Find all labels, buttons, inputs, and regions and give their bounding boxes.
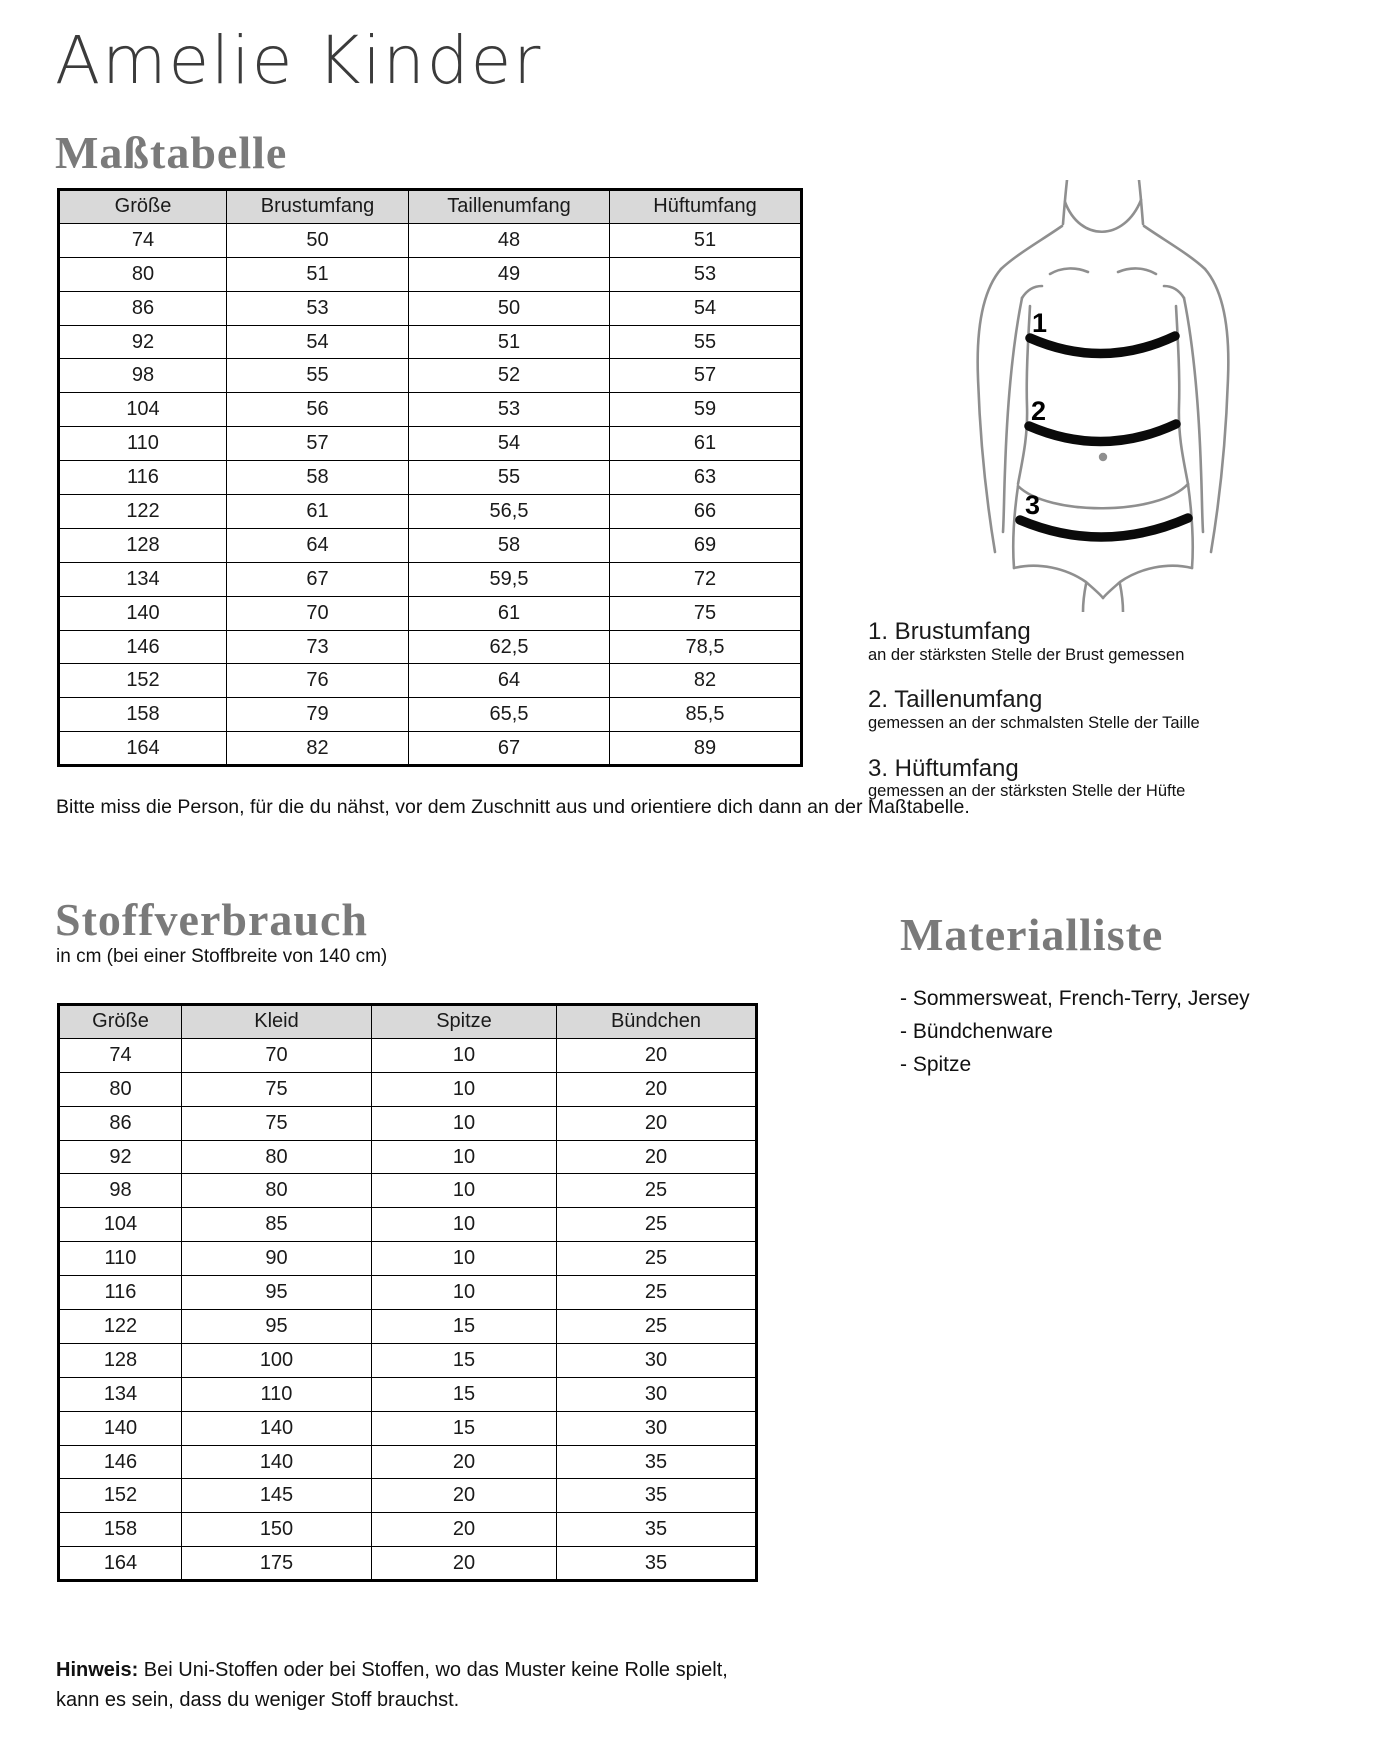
table-cell: 92: [59, 325, 227, 359]
material-item: - Bündchenware: [900, 1020, 1053, 1043]
torso-illustration: [862, 180, 1246, 612]
table-row: [59, 1106, 757, 1140]
table-row: [59, 1038, 757, 1072]
table-row: [59, 1445, 757, 1479]
table-cell: 25: [557, 1174, 757, 1208]
table-cell: 10: [372, 1072, 557, 1106]
table-row: [59, 1072, 757, 1106]
table-cell: 98: [59, 1174, 182, 1208]
table-cell: 25: [557, 1310, 757, 1344]
table-cell: 146: [59, 630, 227, 664]
hinweis-label: Hinweis:: [56, 1659, 139, 1681]
table-cell: 56: [227, 393, 409, 427]
table-cell: 20: [372, 1513, 557, 1547]
material-item: - Sommersweat, French-Terry, Jersey: [900, 987, 1250, 1010]
table-row: [59, 461, 802, 495]
table-cell: 51: [409, 325, 610, 359]
column-header: Kleid: [182, 1005, 372, 1039]
chest-band: [1030, 336, 1175, 354]
table-cell: 52: [409, 359, 610, 393]
table-cell: 110: [59, 427, 227, 461]
table-row: [59, 257, 802, 291]
table-row: [59, 325, 802, 359]
table-cell: 134: [59, 562, 227, 596]
table-cell: 58: [227, 461, 409, 495]
table-cell: 158: [59, 698, 227, 732]
table-cell: 15: [372, 1310, 557, 1344]
fabric-usage-table: [57, 1003, 758, 1582]
table-cell: 75: [610, 596, 802, 630]
table-row: [59, 1343, 757, 1377]
table-row: [59, 1513, 757, 1547]
table-cell: 51: [227, 257, 409, 291]
table-cell: 35: [557, 1547, 757, 1581]
table-cell: 75: [182, 1072, 372, 1106]
table-cell: 140: [182, 1411, 372, 1445]
table-cell: 20: [557, 1072, 757, 1106]
marker-2: 2: [1031, 396, 1047, 426]
table-cell: 64: [409, 664, 610, 698]
table-cell: 110: [182, 1377, 372, 1411]
table-cell: 80: [182, 1140, 372, 1174]
table-cell: 61: [409, 596, 610, 630]
table-cell: 55: [227, 359, 409, 393]
table-cell: 175: [182, 1547, 372, 1581]
table-row: [59, 223, 802, 257]
table-cell: 110: [59, 1242, 182, 1276]
table-cell: 59: [610, 393, 802, 427]
table-cell: 67: [227, 562, 409, 596]
table-cell: 64: [227, 528, 409, 562]
table-cell: 104: [59, 393, 227, 427]
table-cell: 95: [182, 1310, 372, 1344]
table-cell: 140: [59, 596, 227, 630]
table-cell: 10: [372, 1242, 557, 1276]
table-cell: 89: [610, 732, 802, 766]
table-cell: 15: [372, 1343, 557, 1377]
table-cell: 56,5: [409, 495, 610, 529]
table-cell: 51: [610, 223, 802, 257]
table-cell: 116: [59, 461, 227, 495]
body-measurement-diagram: [862, 180, 1246, 612]
table-cell: 30: [557, 1411, 757, 1445]
table-row: [59, 528, 802, 562]
stoffverbrauch-subtitle: in cm (bei einer Stoffbreite von 140 cm): [56, 946, 388, 967]
table-cell: 48: [409, 223, 610, 257]
column-header: Größe: [59, 1005, 182, 1039]
table-row: [59, 1174, 757, 1208]
table-cell: 20: [557, 1038, 757, 1072]
legend-desc: an der stärksten Stelle der Brust gemessen: [868, 645, 1185, 664]
table-cell: 50: [409, 291, 610, 325]
column-header: Brustumfang: [227, 190, 409, 224]
table-cell: 70: [182, 1038, 372, 1072]
table-cell: 35: [557, 1513, 757, 1547]
table-cell: 152: [59, 664, 227, 698]
stoffverbrauch-heading: Stoffverbrauch: [55, 894, 368, 945]
table-cell: 53: [227, 291, 409, 325]
table-row: [59, 596, 802, 630]
table-row: [59, 427, 802, 461]
table-cell: 164: [59, 1547, 182, 1581]
table-cell: 90: [182, 1242, 372, 1276]
table-row: [59, 1310, 757, 1344]
table-row: [59, 1276, 757, 1310]
table-cell: 54: [409, 427, 610, 461]
table-row: [59, 732, 802, 766]
marker-1: 1: [1032, 308, 1048, 338]
legend-item-taillenumfang: [868, 686, 1288, 733]
marker-3: 3: [1025, 490, 1041, 520]
legend-desc: gemessen an der stärksten Stelle der Hüfte: [868, 782, 1186, 801]
table-cell: 57: [227, 427, 409, 461]
table-cell: 80: [59, 257, 227, 291]
table-cell: 74: [59, 223, 227, 257]
table-cell: 76: [227, 664, 409, 698]
table-cell: 104: [59, 1208, 182, 1242]
table-row: [59, 562, 802, 596]
materialliste-heading: Materialliste: [900, 909, 1164, 960]
table-cell: 73: [227, 630, 409, 664]
table-row: [59, 664, 802, 698]
table-cell: 15: [372, 1411, 557, 1445]
table-cell: 35: [557, 1445, 757, 1479]
table-cell: 20: [372, 1445, 557, 1479]
table-cell: 20: [372, 1479, 557, 1513]
legend-desc: gemessen an der schmalsten Stelle der Taille: [868, 713, 1200, 732]
table-cell: 85,5: [610, 698, 802, 732]
table-cell: 92: [59, 1140, 182, 1174]
table-cell: 85: [182, 1208, 372, 1242]
table-row: [59, 1411, 757, 1445]
column-header: Taillenumfang: [409, 190, 610, 224]
table-cell: 25: [557, 1208, 757, 1242]
table-cell: 98: [59, 359, 227, 393]
table-cell: 82: [227, 732, 409, 766]
table-row: [59, 1377, 757, 1411]
column-header: Hüftumfang: [610, 190, 802, 224]
masstabelle-heading: Maßtabelle: [55, 127, 288, 178]
table-row: [59, 698, 802, 732]
table-cell: 10: [372, 1038, 557, 1072]
table-cell: 134: [59, 1377, 182, 1411]
legend-title: 1. Brustumfang: [868, 618, 1031, 645]
table-cell: 152: [59, 1479, 182, 1513]
table-row: [59, 1208, 757, 1242]
table-cell: 20: [557, 1106, 757, 1140]
table-cell: 25: [557, 1242, 757, 1276]
table-cell: 20: [557, 1140, 757, 1174]
table-cell: 140: [182, 1445, 372, 1479]
table-cell: 140: [59, 1411, 182, 1445]
table-cell: 164: [59, 732, 227, 766]
table-header-row: [59, 190, 802, 224]
table-cell: 100: [182, 1343, 372, 1377]
table-cell: 80: [59, 1072, 182, 1106]
table-cell: 25: [557, 1276, 757, 1310]
table-cell: 58: [409, 528, 610, 562]
table-cell: 10: [372, 1106, 557, 1140]
table-cell: 50: [227, 223, 409, 257]
table-cell: 128: [59, 528, 227, 562]
hinweis-note: [56, 1655, 776, 1715]
table-row: [59, 393, 802, 427]
table-header-row: [59, 1005, 757, 1039]
table-cell: 145: [182, 1479, 372, 1513]
table-row: [59, 495, 802, 529]
legend-title: 3. Hüftumfang: [868, 754, 1019, 782]
legend-title: 2. Taillenumfang: [868, 686, 1043, 714]
table-cell: 53: [409, 393, 610, 427]
table-cell: 150: [182, 1513, 372, 1547]
table-row: [59, 1547, 757, 1581]
column-header: Bündchen: [557, 1005, 757, 1039]
waist-band: [1029, 424, 1176, 442]
table-cell: 10: [372, 1174, 557, 1208]
column-header: Größe: [59, 190, 227, 224]
table-cell: 30: [557, 1343, 757, 1377]
size-table: [57, 188, 803, 767]
table-cell: 122: [59, 1310, 182, 1344]
table-cell: 75: [182, 1106, 372, 1140]
table-cell: 116: [59, 1276, 182, 1310]
material-list: [900, 982, 1250, 1081]
table-cell: 54: [610, 291, 802, 325]
table-cell: 49: [409, 257, 610, 291]
table-cell: 61: [227, 495, 409, 529]
material-item: - Spitze: [900, 1053, 972, 1076]
measure-instruction: Bitte miss die Person, für die du nähst, vor dem Zuschnitt aus und orientiere dich dann an der Maßtabelle.: [56, 796, 970, 818]
table-cell: 158: [59, 1513, 182, 1547]
table-cell: 59,5: [409, 562, 610, 596]
table-cell: 146: [59, 1445, 182, 1479]
table-cell: 74: [59, 1038, 182, 1072]
table-cell: 80: [182, 1174, 372, 1208]
hinweis-text: Bei Uni-Stoffen oder bei Stoffen, wo das Muster keine Rolle spielt, kann es sein, dass du weniger Stoff brauchst.: [56, 1659, 728, 1711]
table-cell: 61: [610, 427, 802, 461]
table-cell: 30: [557, 1377, 757, 1411]
table-row: [59, 630, 802, 664]
page-title: Amelie Kinder: [55, 22, 543, 99]
table-cell: 79: [227, 698, 409, 732]
legend-item-brustumfang: [868, 618, 1288, 665]
table-cell: 15: [372, 1377, 557, 1411]
table-cell: 20: [372, 1547, 557, 1581]
table-cell: 65,5: [409, 698, 610, 732]
table-cell: 10: [372, 1140, 557, 1174]
table-cell: 70: [227, 596, 409, 630]
table-cell: 95: [182, 1276, 372, 1310]
table-cell: 86: [59, 291, 227, 325]
table-cell: 67: [409, 732, 610, 766]
table-cell: 69: [610, 528, 802, 562]
table-cell: 78,5: [610, 630, 802, 664]
table-row: [59, 1140, 757, 1174]
measurement-legend: [868, 618, 1288, 823]
table-row: [59, 1479, 757, 1513]
table-cell: 35: [557, 1479, 757, 1513]
table-cell: 63: [610, 461, 802, 495]
table-cell: 10: [372, 1208, 557, 1242]
column-header: Spitze: [372, 1005, 557, 1039]
table-row: [59, 359, 802, 393]
table-cell: 57: [610, 359, 802, 393]
table-cell: 66: [610, 495, 802, 529]
table-cell: 122: [59, 495, 227, 529]
table-cell: 10: [372, 1276, 557, 1310]
table-cell: 55: [409, 461, 610, 495]
table-cell: 53: [610, 257, 802, 291]
table-row: [59, 291, 802, 325]
table-cell: 55: [610, 325, 802, 359]
table-cell: 54: [227, 325, 409, 359]
table-cell: 72: [610, 562, 802, 596]
table-cell: 128: [59, 1343, 182, 1377]
table-cell: 82: [610, 664, 802, 698]
table-cell: 86: [59, 1106, 182, 1140]
table-row: [59, 1242, 757, 1276]
hip-band: [1020, 518, 1188, 537]
table-cell: 62,5: [409, 630, 610, 664]
